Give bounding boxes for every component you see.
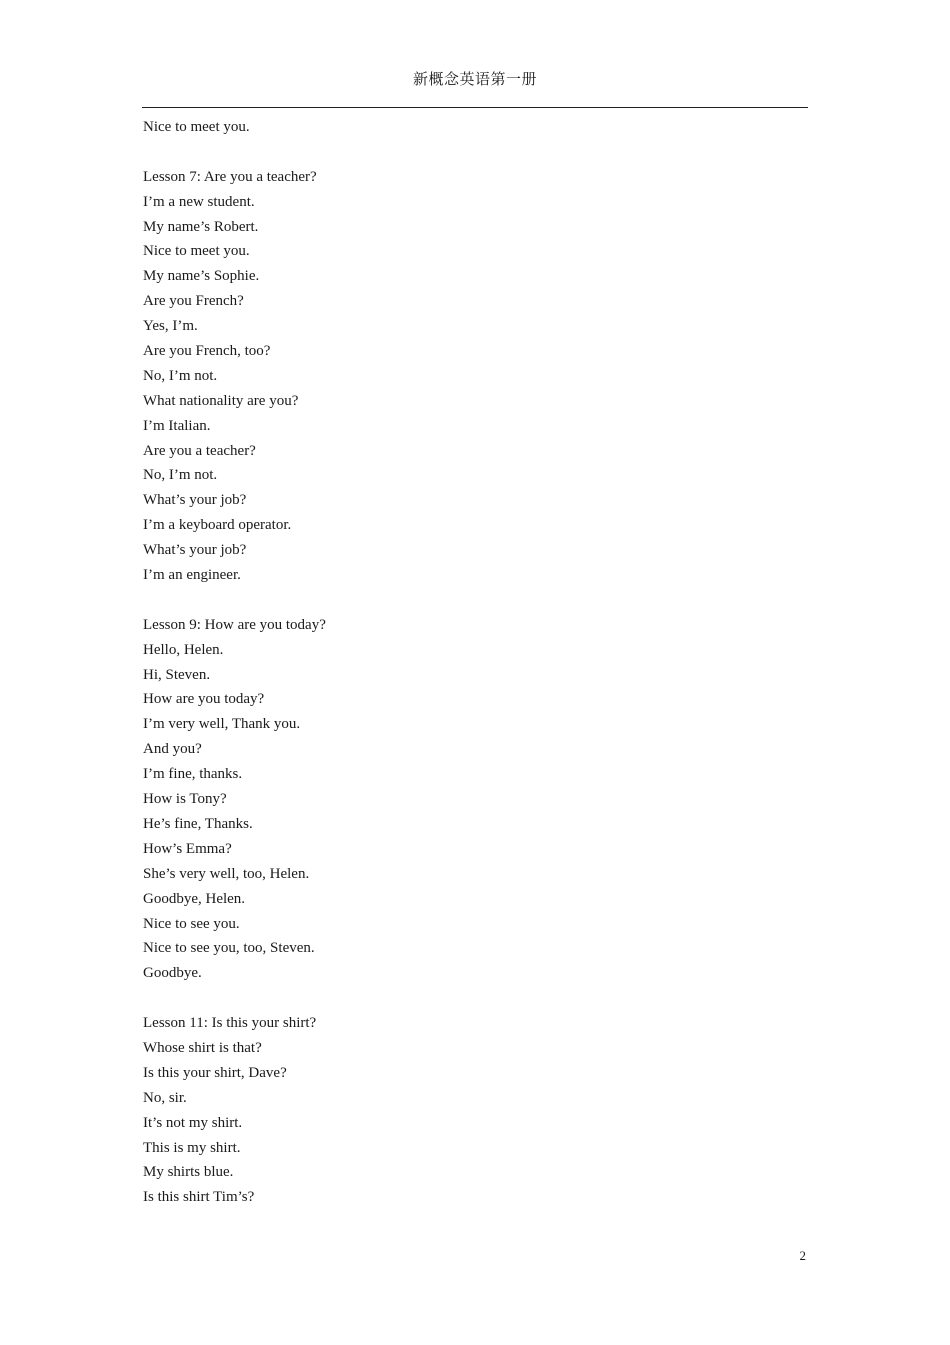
text-line: Goodbye, Helen. xyxy=(143,890,246,907)
text-line: How are you today? xyxy=(143,691,265,708)
text-line: No, I’m not. xyxy=(143,467,218,484)
text-line: It’s not my shirt. xyxy=(143,1114,243,1131)
lesson-heading: Lesson 9: How are you today? xyxy=(143,616,326,633)
header-title: 新概念英语第一册 xyxy=(412,70,537,88)
text-line: What’s your job? xyxy=(143,492,247,509)
text-line: She’s very well, too, Helen. xyxy=(143,865,310,882)
lesson-heading: Lesson 11: Is this your shirt? xyxy=(143,1015,317,1032)
text-line: Nice to meet you. xyxy=(143,243,250,260)
text-line: Goodbye. xyxy=(143,965,202,982)
text-line: Are you a teacher? xyxy=(143,442,256,459)
text-line: I’m very well, Thank you. xyxy=(143,716,301,733)
paragraph-gap xyxy=(143,986,803,1011)
text-line: Is this shirt Tim’s? xyxy=(143,1189,255,1206)
text-line: Nice to meet you. xyxy=(143,119,250,135)
text-line: My name’s Sophie. xyxy=(143,268,260,285)
lesson-heading: Lesson 7: Are you a teacher? xyxy=(143,168,317,185)
text-line: I’m Italian. xyxy=(143,417,211,434)
text-line: Are you French, too? xyxy=(143,343,271,360)
text-line: I’m an engineer. xyxy=(143,567,241,584)
text-line: How’s Emma? xyxy=(143,840,232,857)
text-line: And you? xyxy=(143,741,202,758)
text-line: Whose shirt is that? xyxy=(143,1039,262,1056)
text-line: He’s fine, Thanks. xyxy=(143,815,253,832)
text-line: I’m fine, thanks. xyxy=(143,766,243,783)
page-number: 2 xyxy=(799,1248,806,1263)
text-line: Hello, Helen. xyxy=(143,641,224,658)
text-line: Nice to see you. xyxy=(143,915,240,932)
document-body xyxy=(143,115,803,1210)
text-line: No, I’m not. xyxy=(143,367,218,384)
text-line: What’s your job? xyxy=(143,542,247,559)
text-line: My name’s Robert. xyxy=(143,218,259,235)
text-line: I’m a new student. xyxy=(143,193,255,210)
text-line: How is Tony? xyxy=(143,791,227,808)
text-line: No, sir. xyxy=(143,1089,187,1106)
paragraph-gap xyxy=(143,588,803,613)
text-line: Hi, Steven. xyxy=(143,666,211,683)
text-line: Nice to see you, too, Steven. xyxy=(143,940,315,957)
text-line: This is my shirt. xyxy=(143,1139,241,1156)
text-line: I’m a keyboard operator. xyxy=(143,517,292,534)
paragraph-gap xyxy=(143,140,803,165)
text-line: My shirts blue. xyxy=(143,1164,234,1181)
text-line: Is this your shirt, Dave? xyxy=(143,1064,287,1081)
text-line: What nationality are you? xyxy=(143,392,299,409)
text-line: Yes, I’m. xyxy=(143,318,198,335)
page-header xyxy=(142,66,808,108)
text-line: Are you French? xyxy=(143,293,244,310)
